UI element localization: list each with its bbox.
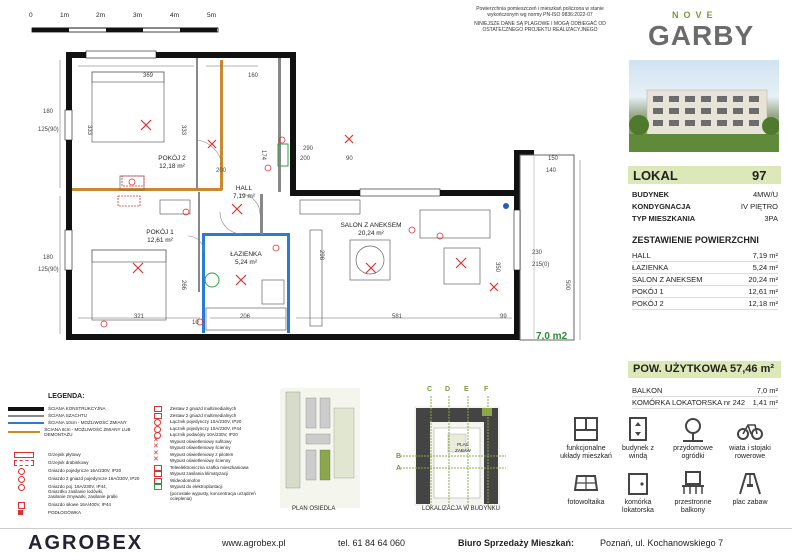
footer-website-link[interactable]: www.agrobex.pl [222,538,286,548]
map-letter: D [445,386,451,393]
legend-item [150,406,260,411]
legend-text: PODŁOGÓWKA [48,510,82,515]
extra-key: KOMÓRKA LOKATORSKA nr 242 [632,398,746,407]
dimension: 180 [43,109,54,115]
legend-items [8,452,148,515]
bicycle-icon [724,416,776,445]
legend-item [8,476,148,481]
dimension: 150 [548,156,559,162]
legend-text: ŚCIANA 8cm - MOŻLIWOŚĆ ZMIANY LUB DEMONTAŻU [44,427,131,437]
legend-text: Wideodomofon [170,477,201,483]
legend-wall [8,427,148,437]
balkon-area: 7,0 m2 [536,331,568,342]
dimension: 333 [86,125,92,136]
extra-row [632,398,778,409]
legend-text: Teleelektroniczna szafka mieszkaniowa [170,464,249,470]
garden-icon [667,416,719,445]
area-key: SALON Z ANEKSEM [632,275,703,284]
dimension: 266 [180,280,186,291]
area-row [632,287,778,298]
legend-text: Wypust do elektroplantacji [170,484,223,489]
area-row [632,251,778,262]
map-letter: A [396,465,402,472]
legend-wall [8,406,148,411]
dimension: 215(0) [532,262,550,268]
room-name: ŁAZIENKA [230,251,262,258]
area-value: 5,24 m² [752,263,778,272]
map-letter: B [396,453,402,460]
info-value: 4MW/U [753,190,778,199]
uzytkowa-value: 57,46 m² [730,363,775,375]
legend-items-2 [150,406,260,501]
room-label-pokoj1 [140,229,180,245]
area-value: 20,24 m² [748,275,778,284]
legend-item [8,510,148,515]
legend-text: Gniazdo pojedyncze 16A/230V, IP20 [48,468,122,473]
feature-label: wiata i stojaki rowerowe [729,445,771,460]
legend-item [150,413,260,418]
info-row [632,190,778,199]
info-key: BUDYNEK [632,190,670,199]
legend-item [150,426,260,431]
footer-phone[interactable]: tel. 61 84 64 060 [338,538,406,548]
legend-wall [8,420,148,425]
legend-text: Wypust oświetleniowy sufitowy [170,438,232,444]
legend-item [8,460,148,465]
plac-label: PLAC ZABAW [455,442,471,453]
legend-text: Wypust oświetleniowy z pilotem [170,451,234,457]
legend-item: ✕ Wypust oświetleniowy sufitowy [153,436,232,444]
info-key: KONDYGNACJA [632,202,691,211]
legend-text: Zestaw 2 gniazd multimedialnych [170,406,237,411]
legend-text: Łącznik pojedynczy 10A/230V, IP44 [170,425,242,431]
room-label-salon [336,222,406,238]
footer-brand: AGROBEX [28,532,144,554]
feature-item [667,416,719,461]
legend-item [8,502,148,507]
legend-text: (pozostałe wypusty, koncentracja urządzeń ocieplenia) [170,490,256,501]
map-letter: C [427,386,433,393]
room-area: 7,19 m² [232,193,256,200]
legend-text: Łącznik podwójny 10A/230V, IP20 [170,432,238,437]
feature-item [612,416,664,461]
disclaimer-line: wykończonym wg normy PN-ISO 9836:2022-07 [487,12,593,18]
dimension: 99 [500,314,507,320]
legend-text: Gniazdo 2 gniazd pojedyncze 16A/230V, IP20 [48,476,140,481]
legend-item [150,419,260,424]
legend-text: Wypust oświetleniowy ścienny [170,445,231,450]
legend-item [150,432,260,437]
legend-text: ŚCIANA SZACHTU [48,413,88,418]
dimension: 125(90) [38,127,59,133]
legend-item: ✕ Wypust oświetleniowy ścienny [153,443,231,450]
legend-text: Łącznik pojedynczy 10A/230V, IP20 [170,419,242,424]
lokal-number: 97 [752,168,767,183]
building-location-label: LOKALIZACJA W BUDYNKU [422,506,501,512]
legend-item [8,452,148,457]
dimension: 333 [180,125,186,136]
area-key: POKÓJ 2 [632,299,664,308]
feature-item [667,470,719,515]
info-value: IV PIĘTRO [740,202,778,211]
extra-row [632,386,778,397]
dimension: 10 [192,320,199,326]
elevator-building-icon [612,416,664,445]
legend-item [150,478,260,483]
legend-item [150,491,260,501]
feature-label: funkcjonalne układy mieszkań [560,445,612,460]
scale-tick: 2m [96,12,106,19]
dimension: 206 [240,314,251,320]
info-row [632,214,778,223]
legend-wall [8,413,148,418]
legend-text: Gniazdo poj. 16A/230V, IP44, Gniazdko zasilanie lodówki, zasilanie zmywarki, zasilanie pralki [48,484,118,499]
room-area: 12,18 m² [159,163,185,170]
logo-garby: GARBY [648,20,755,51]
dimension: 90 [346,156,353,162]
feature-label: fotowoltaika [567,499,605,506]
feature-item [560,416,612,461]
extra-value: 7,0 m² [756,386,778,395]
feature-item [724,416,776,461]
footer-office-label: Biuro Sprzedaży Mieszkań: [458,538,575,548]
legend-item: ✕ Wypust oświetleniowy z pilotem [153,449,234,457]
info-key: TYP MIESZKANIA [632,214,696,223]
feature-label: przydomowe ogródki [673,445,713,460]
footer-address: Poznań, ul. Kochanowskiego 7 [600,538,724,548]
legend-text: ŚCIANA KONSTRUKCYJNA [48,406,106,411]
area-row [632,263,778,274]
disclaimer-line: OSTATECZNEGO PROJEKTU REALIZACYJNEGO [482,27,598,33]
room-name: POKÓJ 2 [158,155,186,162]
feature-item [724,470,776,507]
feature-item [560,470,612,507]
dimension: 200 [216,168,227,174]
lokal-label: LOKAL [633,168,678,183]
feature-label: plac zabaw [732,499,768,506]
dimension: 140 [546,168,557,174]
area-row [632,299,778,310]
balcony-icon [667,470,719,499]
room-area: 5,24 m² [234,259,258,266]
area-value: 12,18 m² [748,299,778,308]
legend-item [150,465,260,470]
room-area: 12,61 m² [147,237,173,244]
extra-value: 1,41 m² [752,398,778,407]
floor-plan [0,0,600,360]
legend-text: ŚCIANA 10cm - MOŻLIWOŚĆ ZMIANY [48,420,127,425]
dimension: 174 [260,150,266,161]
scale-tick: 5m [207,12,217,19]
area-key: POKÓJ 1 [632,287,664,296]
dimension: 290 [303,146,314,152]
site-plan-map [280,388,360,508]
area-value: 7,19 m² [752,251,778,260]
legend-item [8,468,148,473]
legend-text: Grzejnik płytowy [48,452,81,457]
legend-text: Wypust oświetleniowy ścienny [170,458,231,463]
room-area: 20,24 m² [358,230,384,237]
site-plan-label: PLAN OSIEDLA [292,506,336,512]
legend-item: ✕ Wypust oświetleniowy ścienny [153,456,231,463]
dimension: 200 [300,156,311,162]
area-key: HALL [632,251,651,260]
legend-item [150,484,260,489]
dimension: 369 [143,73,154,79]
legend-walls [8,406,148,439]
info-row [632,202,778,211]
legend-title: LEGENDA: [48,393,85,400]
solar-panel-icon [560,470,612,499]
dimension: 125(90) [38,267,59,273]
feature-label: komórka lokatorska [622,499,654,514]
functional-layout-icon [560,416,612,445]
scale-tick: 3m [133,12,143,19]
scale-tick: 0 [29,12,33,19]
map-letter: F [484,386,489,393]
room-label-pokoj2 [150,155,194,171]
feature-label: przestronne balkony [674,499,712,514]
room-name: HALL [235,185,253,192]
dimension: 350 [494,262,500,273]
scale-tick: 4m [170,12,180,19]
zestawienie-title: ZESTAWIENIE POWIERZCHNI [632,235,759,245]
area-value: 12,61 m² [748,287,778,296]
scale-tick: 1m [60,12,70,19]
legend-text: Wypust zasilania klimatyzacji [170,471,228,476]
room-label-lazienka [226,251,266,267]
dimension: 581 [392,314,403,320]
logo-nove: NOVE [672,10,718,20]
legend-text: Zestaw 2 gniazd multimedialnych [170,412,237,418]
legend-text: Grzejnik drabinkowy [48,460,89,465]
building-photo [629,60,779,152]
room-label-hall [226,185,262,201]
room-name: SALON Z ANEKSEM [340,222,402,229]
feature-label: budynek z windą [622,445,654,460]
uzytkowa-label: POW. UŻYTKOWA [633,363,728,375]
area-row [632,275,778,286]
playground-icon [724,470,776,499]
dimension: 230 [532,250,543,256]
dimension: 160 [248,73,259,79]
disclaimer-line: NINIEJSZE DANE SĄ PLAGOWE I MOGĄ ODBIEGAĆ OD [474,21,606,27]
dimension: 180 [43,255,54,261]
info-value: 3PA [764,214,778,223]
dimension: 298 [318,250,324,261]
feature-item [612,470,664,515]
map-letter: E [464,386,469,393]
storage-room-icon [612,470,664,499]
dimension: 321 [134,314,145,320]
extra-key: BALKON [632,386,663,395]
area-key: ŁAZIENKA [632,263,669,272]
room-name: POKÓJ 1 [146,229,174,236]
legend-item [8,484,118,499]
disclaimer-line: Powierzchnia pomieszczeń i mieszkań policzona w stanie [476,6,604,12]
legend-item [150,471,260,476]
dimension: 500 [564,280,570,291]
legend-text: Gniazdo siłowe 16A/400V, IP44 [48,502,111,507]
